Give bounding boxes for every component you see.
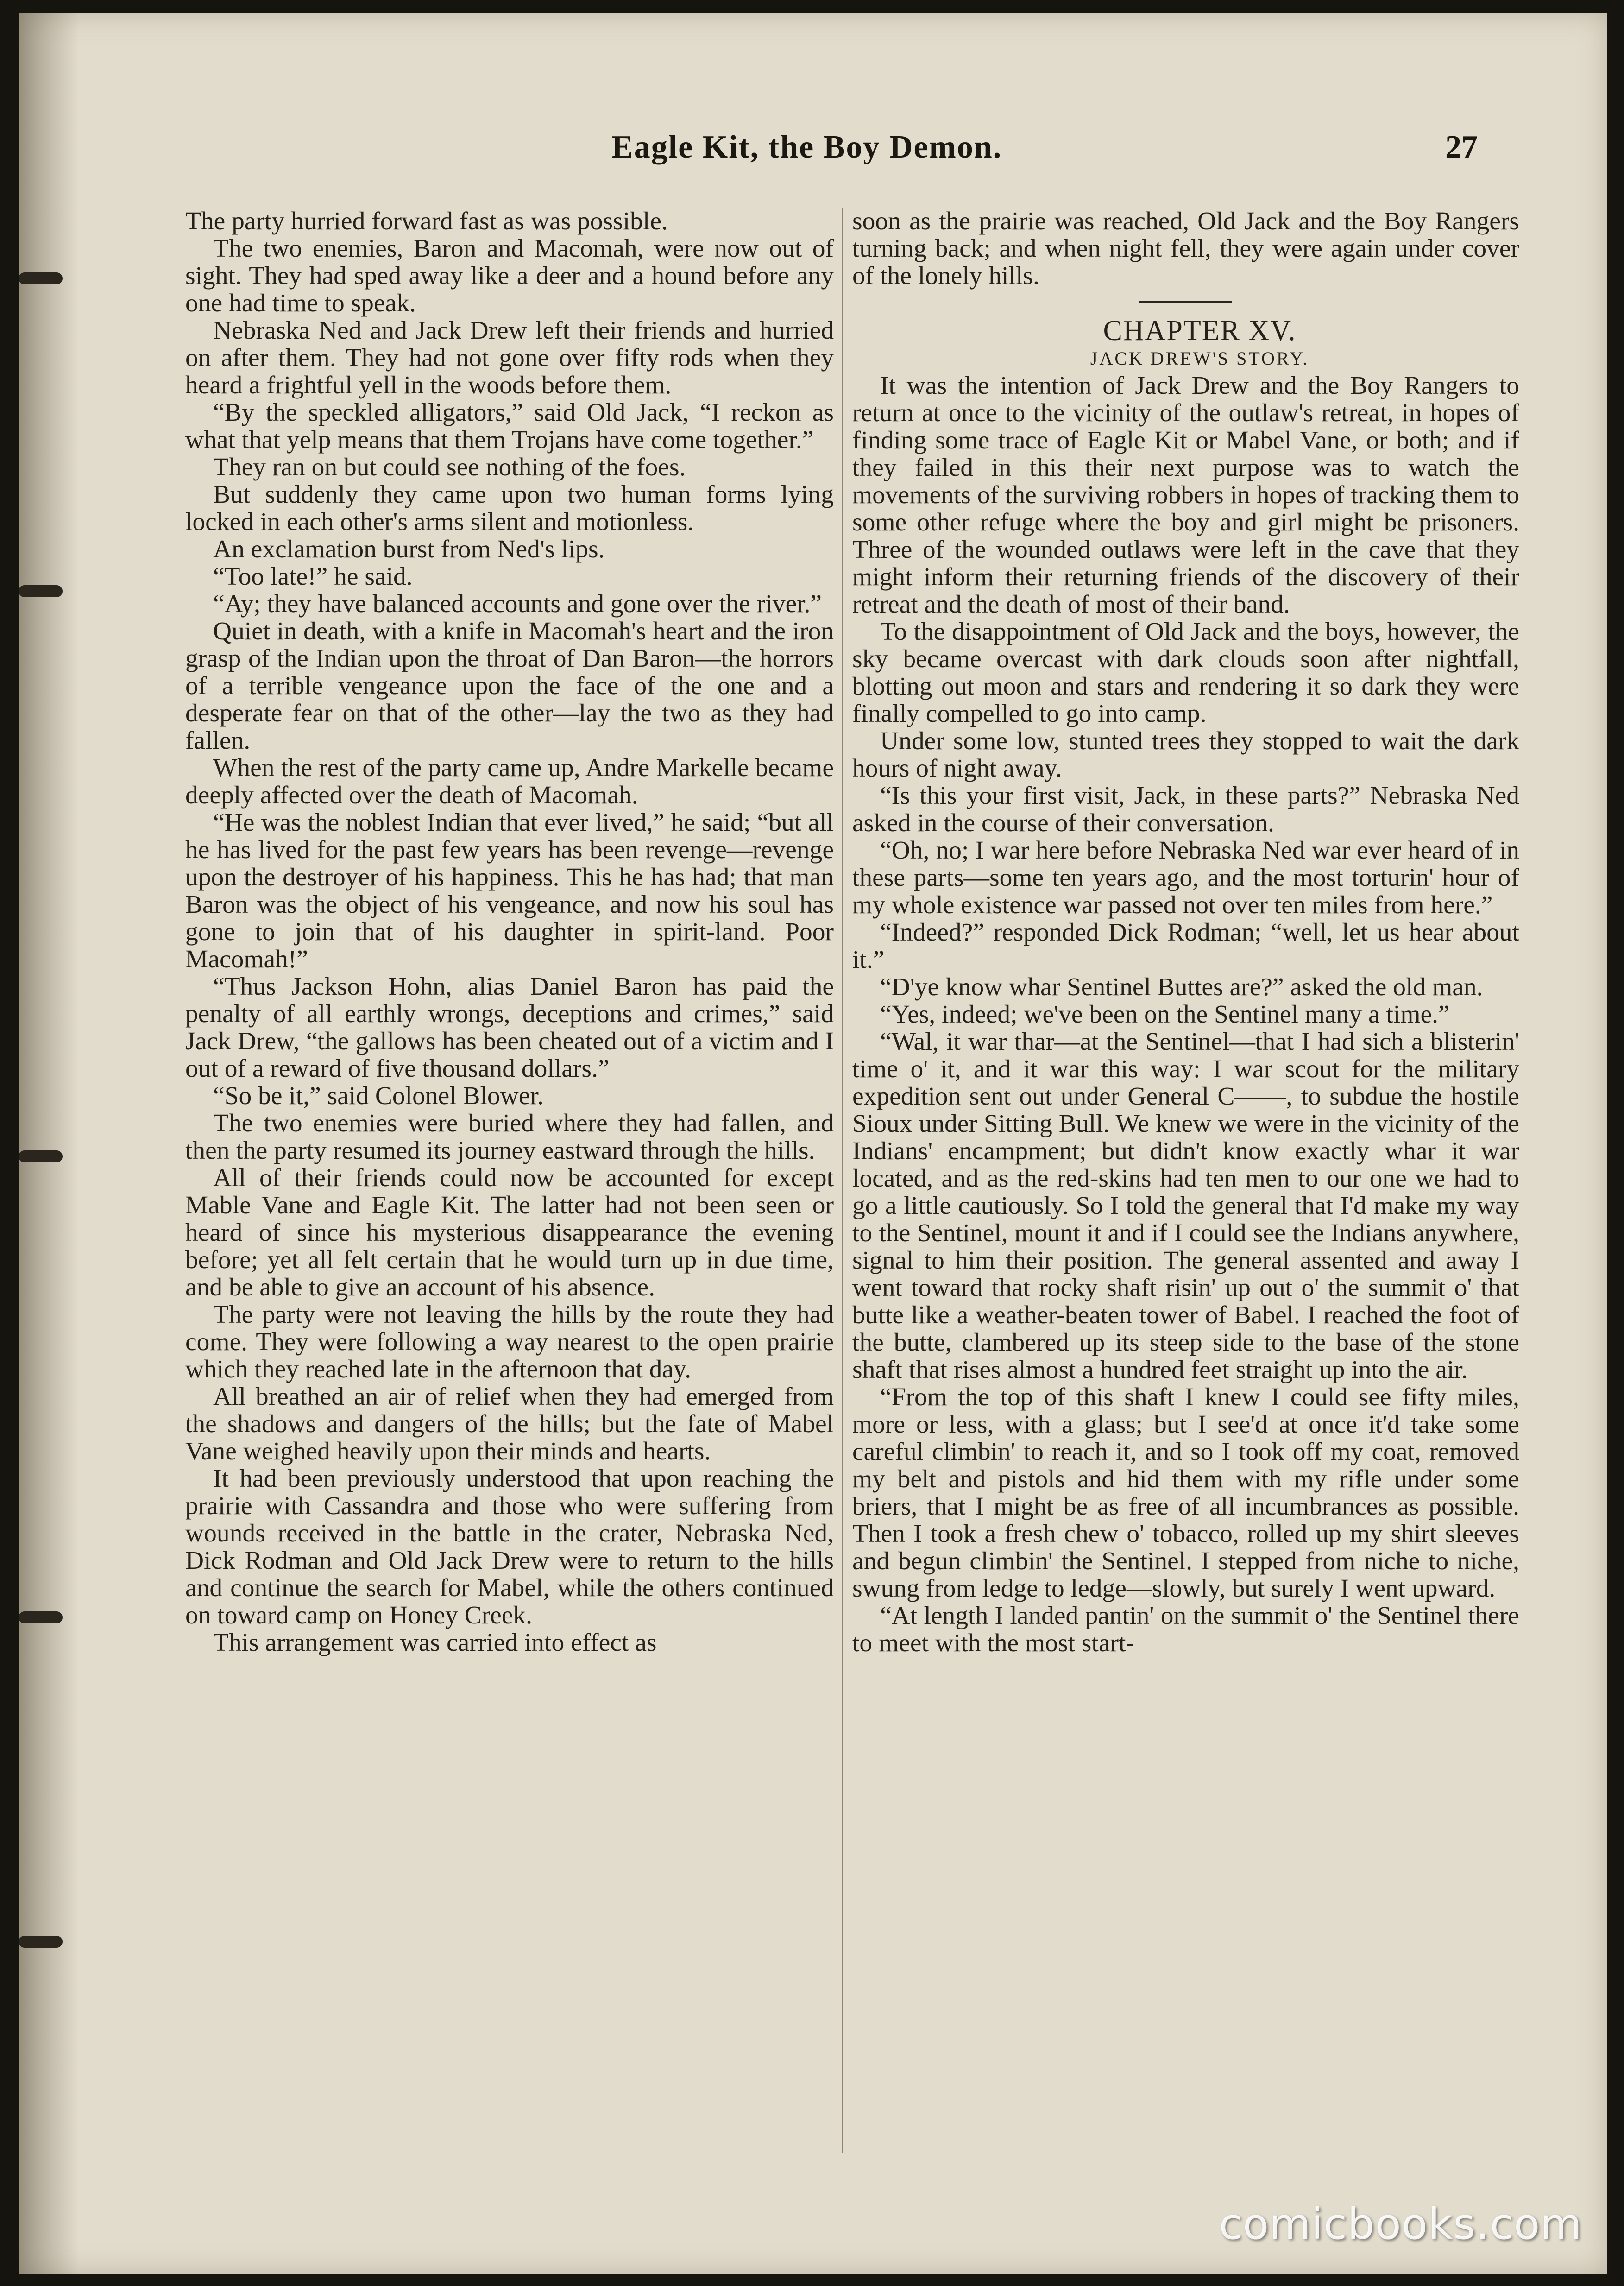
paragraph: Under some low, stunted trees they stopped to wait the dark hours of night away. (852, 727, 1519, 783)
binding-stitch (19, 1936, 63, 1948)
paragraph: “Wal, it war thar—at the Sentinel—that I had sich a blisterin' time o' it, and it war this way: I war scout for the military expedition sent out under General C——, to subdue the hostile Sioux under Sitting Bull. We knew we were in the vicinity of the Indians' encampment; but didn't know exactly whar it war located, and as the red-skins had ten men to our one we had to go a little cautiously. So I told the general that I'd make my way to the Sentinel, mount it and if I could see the Indians anywhere, signal to him their position. The general assented and away I went toward that rocky shaft risin' up out o' the summit o' that butte like a weather-beaten tower of Babel. I reached the foot of the butte, clambered up its steep side to the base of the stone shaft that rises almost a hundred feet straight up into the air. (852, 1028, 1519, 1384)
paragraph: The party hurried forward fast as was possible. (185, 207, 668, 235)
section-divider (1139, 301, 1232, 303)
page-number: 27 (1445, 129, 1478, 165)
running-title: Eagle Kit, the Boy Demon. (611, 129, 1002, 165)
paragraph: “From the top of this shaft I knew I could see fifty miles, more or less, with a glass; but I see'd at once it'd take some careful climbin' to reach it, and so I took off my coat, removed my belt and pistols and hid them with my rifle under some briers, that I might be as free of all incumbrances as possible. Then I took a fresh chew o' tobacco, rolled up my shirt sleeves and begun climbin' the Sentinel. I stepped from niche to niche, swung from ledge to ledge—slowly, but surely I went upward. (852, 1383, 1519, 1603)
paragraph: An exclamation burst from Ned's lips. (213, 535, 605, 563)
paragraph: “Oh, no; I war here before Nebraska Ned war ever heard of in these parts—some ten years ago, and the most torturin' hour of my whole existence war passed not over ten miles from here.” (852, 836, 1519, 919)
running-head (185, 129, 1478, 180)
paragraph: They ran on but could see nothing of the foes. (213, 453, 686, 481)
paragraph: “Thus Jackson Hohn, alias Daniel Baron has paid the penalty of all earthly wrongs, deceptions and crimes,” said Jack Drew, “the gallows has been cheated out of a victim and I out of a reward of five thousand dollars.” (185, 972, 834, 1083)
left-column (185, 208, 834, 2200)
binding-stitch (19, 272, 63, 284)
right-column (852, 208, 1519, 2200)
paragraph: Nebraska Ned and Jack Drew left their friends and hurried on after them. They had not gone over fifty rods when they heard a frightful yell in the woods before them. (185, 316, 834, 399)
paragraph: “Ay; they have balanced accounts and gone over the river.” (213, 590, 822, 618)
watermark: comicbooks.com (1219, 2199, 1582, 2249)
paragraph: Quiet in death, with a knife in Macomah's heart and the iron grasp of the Indian upon the throat of Dan Baron—the horrors of a terrible vengeance upon the face of the one and a desperate fear on that of the other—lay the two as they had fallen. (185, 617, 834, 755)
paragraph: “Indeed?” responded Dick Rodman; “well, let us hear about it.” (852, 918, 1519, 974)
paragraph: “Yes, indeed; we've been on the Sentinel many a time.” (880, 1000, 1450, 1029)
chapter-title: CHAPTER XV. (1103, 315, 1297, 347)
paragraph: All breathed an air of relief when they had emerged from the shadows and dangers of the hills; but the fate of Mabel Vane weighed heavily upon their minds and hearts. (185, 1383, 834, 1465)
paragraph: “Too late!” he said. (213, 562, 413, 591)
paragraph: “So be it,” said Colonel Blower. (213, 1082, 544, 1110)
paragraph: This arrangement was carried into effect as (213, 1629, 657, 1657)
paragraph: “He was the noblest Indian that ever lived,” he said; “but all he has lived for the past few years has been revenge—revenge upon the destroyer of his happiness. This he has had; that man Baron was the object of his vengeance, and now his soul has gone to join that of his daughter in spirit-land. Poor Macomah!” (185, 808, 834, 973)
paragraph: All of their friends could now be accounted for except Mable Vane and Eagle Kit. The latter had not been seen or heard of since his mysterious disappearance the evening before; yet all felt certain that he would turn up in due time, and be able to give an account of his absence. (185, 1164, 834, 1301)
binding-stitch (19, 585, 63, 597)
column-rule (842, 208, 843, 2153)
paragraph: When the rest of the party came up, Andre Markelle became deeply affected over the death of Macomah. (185, 754, 834, 809)
binding-stitch (19, 1611, 63, 1623)
paragraph: The two enemies were buried where they had fallen, and then the party resumed its journey eastward through the hills. (185, 1109, 834, 1165)
book-page (19, 13, 1607, 2274)
paragraph: The party were not leaving the hills by the route they had come. They were following a way nearest to the open prairie which they reached late in the afternoon that day. (185, 1301, 834, 1383)
paragraph: “Is this your first visit, Jack, in these parts?” Nebraska Ned asked in the course of their conversation. (852, 782, 1519, 837)
paragraph: To the disappointment of Old Jack and the boys, however, the sky became overcast with dark clouds soon after nightfall, blotting out moon and stars and rendering it so dark they were finally compelled to go into camp. (852, 618, 1519, 728)
gutter-shadow (19, 13, 79, 2274)
paragraph: It was the intention of Jack Drew and the Boy Rangers to return at once to the vicinity of the outlaw's retreat, in hopes of finding some trace of Eagle Kit or Mabel Vane, or both; and if they failed in this their next purpose was to watch the movements of the surviving robbers in hopes of tracking them to some other refuge where the boy and girl might be prisoners. Three of the wounded outlaws were left in the cave that they might inform their returning friends of the discovery of their retreat and the death of most of their band. (852, 372, 1519, 619)
chapter-subtitle: JACK DREW'S STORY. (1090, 348, 1309, 369)
paragraph: “By the speckled alligators,” said Old Jack, “I reckon as what that yelp means that them Trojans have come together.” (185, 398, 834, 454)
paragraph: It had been previously understood that upon reaching the prairie with Cassandra and those who were suffering from wounds received in the battle in the crater, Nebraska Ned, Dick Rodman and Old Jack Drew were to return to the hills and continue the search for Mabel, while the others continued on toward camp on Honey Creek. (185, 1465, 834, 1629)
paragraph: The two enemies, Baron and Macomah, were now out of sight. They had sped away like a deer and a hound before any one had time to speak. (185, 234, 834, 317)
paragraph: “D'ye know whar Sentinel Buttes are?” asked the old man. (880, 973, 1483, 1001)
binding-stitch (19, 1150, 63, 1162)
paragraph: soon as the prairie was reached, Old Jack and the Boy Rangers turning back; and when night fell, they were again under cover of the lonely hills. (852, 207, 1519, 290)
paragraph: But suddenly they came upon two human forms lying locked in each other's arms silent and motionless. (185, 480, 834, 536)
paragraph: “At length I landed pantin' on the summit o' the Sentinel there to meet with the most start- (852, 1602, 1519, 1657)
